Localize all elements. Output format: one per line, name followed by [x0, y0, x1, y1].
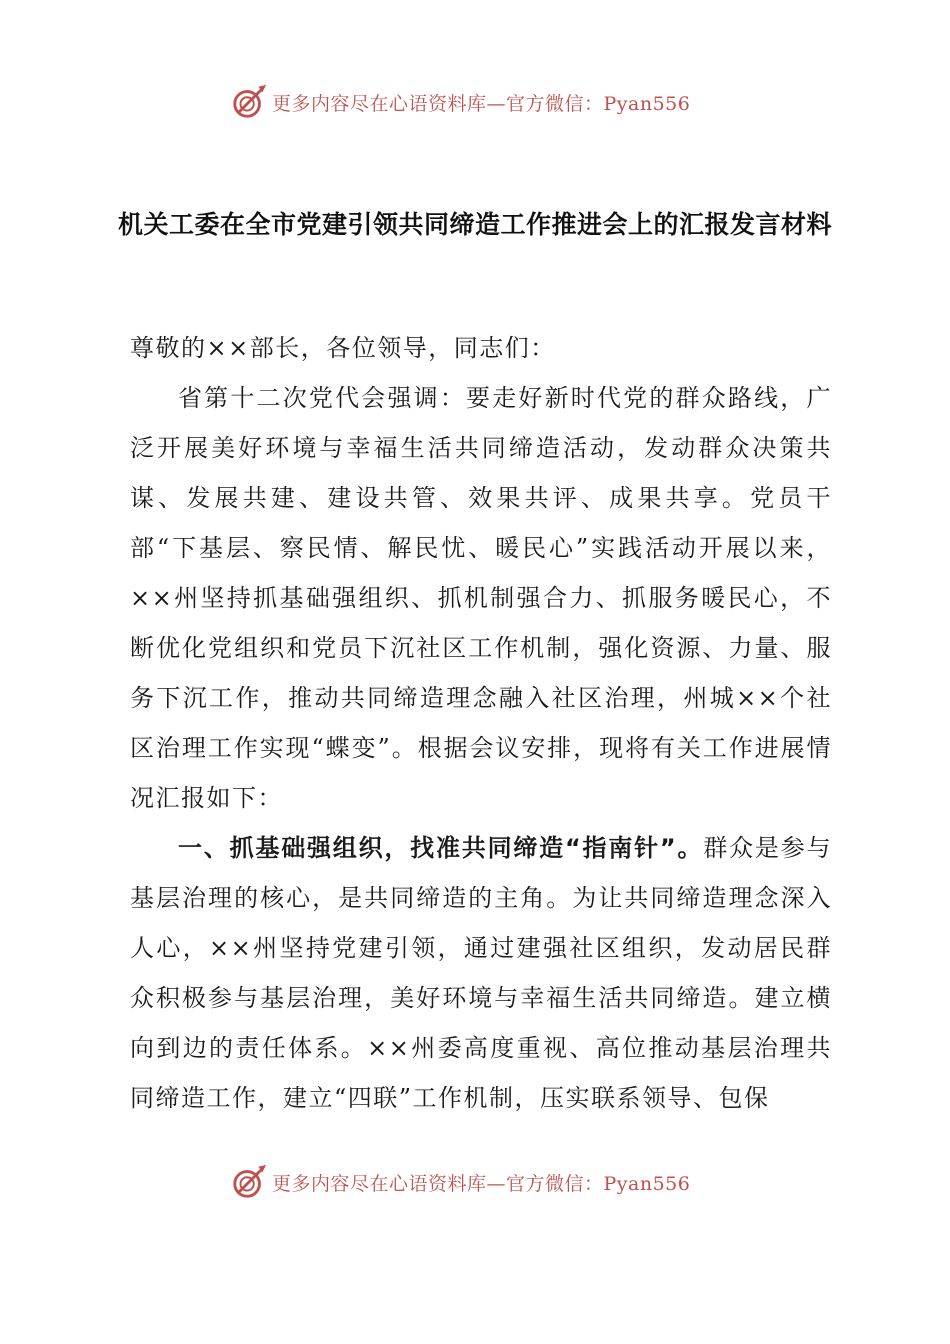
header-banner-text: 更多内容尽在心语资料库—官方微信：Pyan556 — [272, 92, 691, 115]
document-title: 机关工委在全市党建引领共同缔造工作推进会上的汇报发言材料 — [117, 210, 832, 239]
salutation: 尊敬的××部长，各位领导，同志们： — [130, 334, 556, 362]
footer-banner — [0, 1162, 950, 1202]
section-1-body: 群众是参与基层治理的核心，是共同缔造的主角。为让共同缔造理念深入人心，××州坚持党建引领，通过建强社区组织，发动居民群众积极参与基层治理，美好环境与幸福生活共同缔造。建立横向到边的责任体系。××州委高度重视、高位推动基层治理共同缔造工作，建立“四联”工作机制，压实联系领导、包保 — [130, 834, 833, 1112]
wechat-id: Pyan556 — [603, 92, 691, 115]
section-1-heading: 一、抓基础强组织，找准共同缔造“指南针”。 — [178, 834, 704, 862]
document-body — [130, 323, 832, 1123]
brush-logo-icon — [230, 83, 268, 121]
footer-banner-text: 更多内容尽在心语资料库—官方微信：Pyan556 — [272, 1172, 691, 1195]
brush-logo-icon — [230, 1163, 268, 1201]
wechat-id: Pyan556 — [603, 1172, 691, 1195]
paragraph-section-1 — [130, 823, 832, 1123]
header-banner — [0, 82, 950, 122]
paragraph-intro: 省第十二次党代会强调：要走好新时代党的群众路线，广泛开展美好环境与幸福生活共同缔造活动，发动群众决策共谋、发展共建、建设共管、效果共评、成果共享。党员干部“下基层、察民情、解民忧、暖民心”实践活动开展以来，××州坚持抓基础强组织、抓机制强合力、抓服务暖民心，不断优化党组织和党员下沉社区工作机制，强化资源、力量、服务下沉工作，推动共同缔造理念融入社区治理，州城××个社区治理工作实现“蝶变”。根据会议安排，现将有关工作进展情况汇报如下： — [130, 384, 832, 812]
